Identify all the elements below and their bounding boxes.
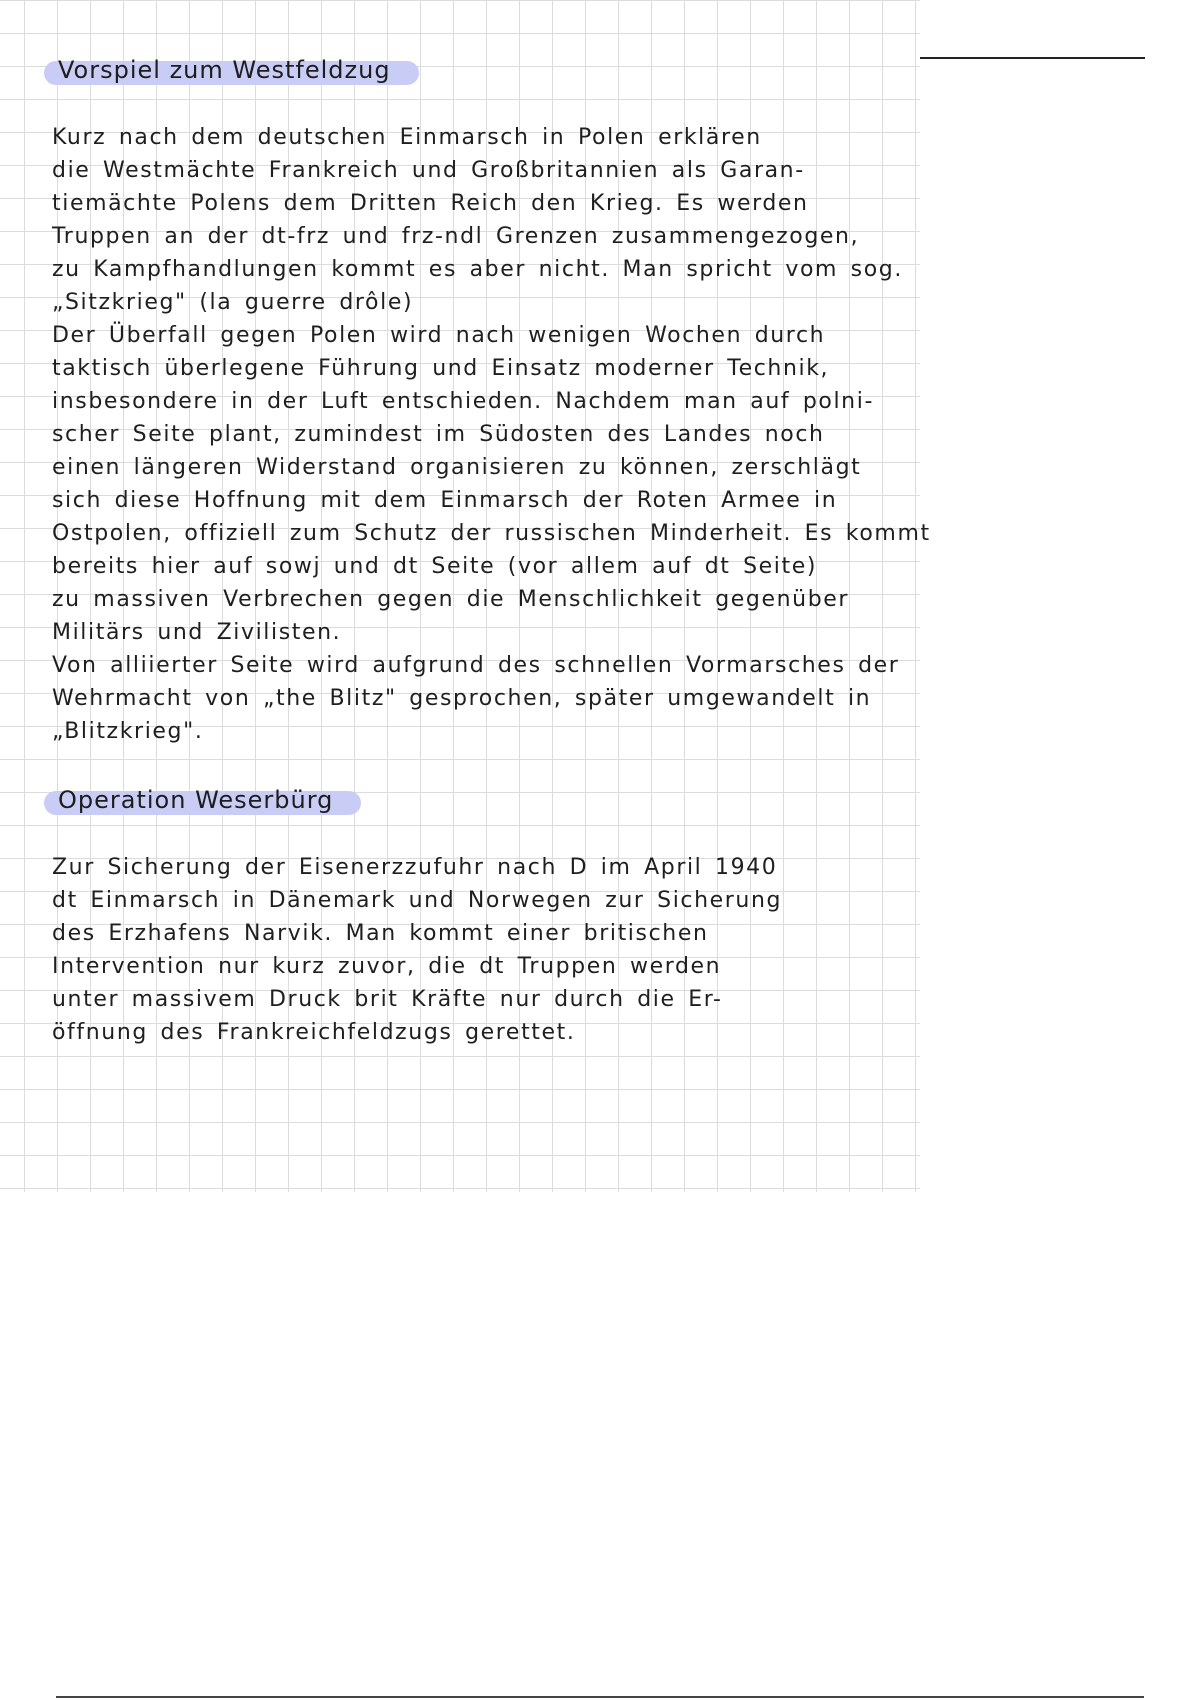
text-line: des Erzhafens Narvik. Man kommt einer britischen [52,921,709,946]
text-line: unter massivem Druck brit Kräfte nur durch die Er- [52,987,723,1012]
section-heading-highlight [44,56,419,85]
text-line: „Blitzkrieg". [52,719,204,744]
text-line: Der Überfall gegen Polen wird nach wenigen Wochen durch [52,323,826,348]
text-line: scher Seite plant, zumindest im Südosten des Landes noch [52,422,825,447]
text-line: Intervention nur kurz zuvor, die dt Truppen werden [52,954,722,979]
text-line: einen längeren Widerstand organisieren zu können, zerschlägt [52,455,862,480]
text-line: Ostpolen, offiziell zum Schutz der russischen Minderheit. Es kommt [52,521,931,546]
text-line: taktisch überlegene Führung und Einsatz moderner Technik, [52,356,830,381]
text-line: Wehrmacht von „the Blitz" gesprochen, später umgewandelt in [52,686,872,711]
text-line: „Sitzkrieg" (la guerre drôle) [52,290,414,315]
text-line: Truppen an der dt-frz und frz-ndl Grenzen zusammengezogen, [52,224,860,249]
top-rule-line [920,57,1145,59]
section-heading: Operation Weserbürg [58,786,334,814]
text-line: zu Kampfhandlungen kommt es aber nicht. Man spricht vom sog. [52,257,903,282]
section-heading: Vorspiel zum Westfeldzug [58,56,391,84]
text-line: Von alliierter Seite wird aufgrund des schnellen Vormarsches der [52,653,900,678]
text-line: öffnung des Frankreichfeldzugs gerettet. [52,1020,576,1045]
text-line: insbesondere in der Luft entschieden. Nachdem man auf polni- [52,389,874,414]
text-line: zu massiven Verbrechen gegen die Menschlichkeit gegenüber [52,587,850,612]
section-heading-highlight [44,786,361,815]
text-line: sich diese Hoffnung mit dem Einmarsch der Roten Armee in [52,488,838,513]
bottom-rule-line [56,1696,1144,1698]
text-line: Militärs und Zivilisten. [52,620,342,645]
text-line: dt Einmarsch in Dänemark und Norwegen zur Sicherung [52,888,783,913]
section-body [52,851,922,1049]
text-line: die Westmächte Frankreich und Großbritannien als Garan- [52,158,805,183]
text-line: bereits hier auf sowj und dt Seite (vor allem auf dt Seite) [52,554,818,579]
section-body [52,121,931,748]
text-line: tiemächte Polens dem Dritten Reich den Krieg. Es werden [52,191,809,216]
text-line: Zur Sicherung der Eisenerzzufuhr nach D im April 1940 [52,855,778,880]
text-line: Kurz nach dem deutschen Einmarsch in Polen erklären [52,125,762,150]
